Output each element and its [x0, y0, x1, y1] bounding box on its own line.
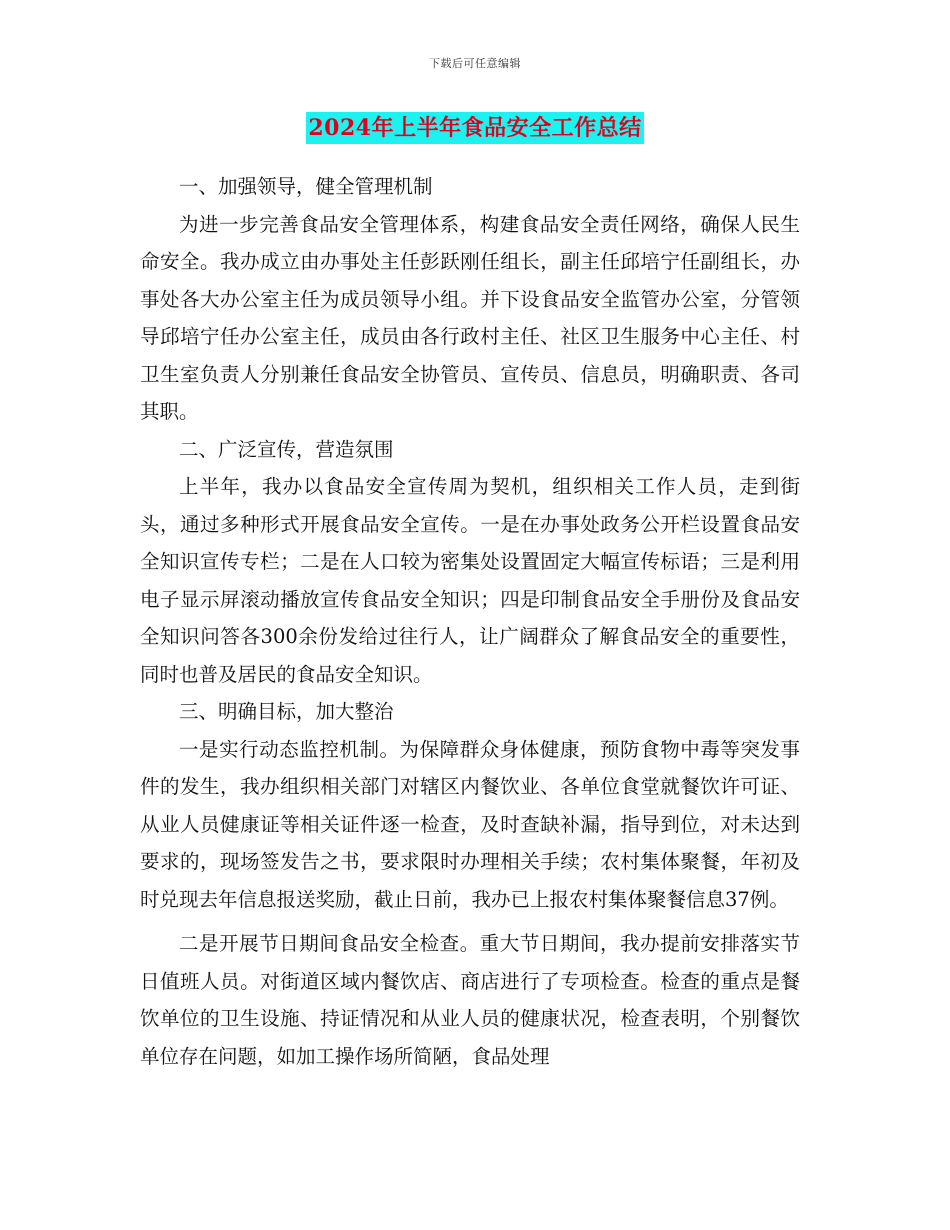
document-body	[140, 168, 800, 1075]
section-heading-2: 二、广泛宣传，营造氛围	[179, 437, 394, 461]
title-container	[0, 112, 950, 144]
header-note: 下载后可任意编辑	[429, 57, 521, 70]
paragraph-1: 为进一步完善食品安全管理体系，构建食品安全责任网络，确保人民生命安全。我办成立由办事处主任彭跃刚任组长，副主任邱培宁任副组长，办事处各大办公室主任为成员领导小组。并下设食品安全监管办公室，分管领导邱培宁任办公室主任，成员由各行政村主任、社区卫生服务中心主任、村卫生室负责人分别兼任食品安全协管员、宣传员、信息员，明确职责、各司其职。	[140, 212, 800, 423]
section-heading-1: 一、加强领导，健全管理机制	[179, 175, 433, 198]
section-heading-3: 三、明确目标，加大整治	[179, 700, 394, 723]
paragraph-3: 一是实行动态监控机制。为保障群众身体健康，预防食物中毒等突发事件的发生，我办组织相关部门对辖区内餐饮业、各单位食堂就餐饮许可证、从业人员健康证等相关证件逐一检查，及时查缺补漏，指导到位，对未达到要求的，现场签发告之书，要求限时办理相关手续；农村集体聚餐，年初及时兑现去年信息报送奖励，截止日前，我办已上报农村集体聚餐信息37例。	[140, 737, 800, 911]
paragraph-4: 二是开展节日期间食品安全检查。重大节日期间，我办提前安排落实节日值班人员。对街道区域内餐饮店、商店进行了专项检查。检查的重点是餐饮单位的卫生设施、持证情况和从业人员的健康状况，检查表明，个别餐饮单位存在问题，如加工操作场所简陋，食品处理	[140, 932, 800, 1068]
document-title: 2024年上半年食品安全工作总结	[306, 112, 643, 144]
paragraph-2: 上半年，我办以食品安全宣传周为契机，组织相关工作人员，走到街头，通过多种形式开展食品安全宣传。一是在办事处政务公开栏设置食品安全知识宣传专栏；二是在人口较为密集处设置固定大幅宣传标语；三是利用电子显示屏滚动播放宣传食品安全知识；四是印制食品安全手册份及食品安全知识问答各300余份发给过往行人，让广阔群众了解食品安全的重要性，同时也普及居民的食品安全知识。	[140, 475, 800, 686]
